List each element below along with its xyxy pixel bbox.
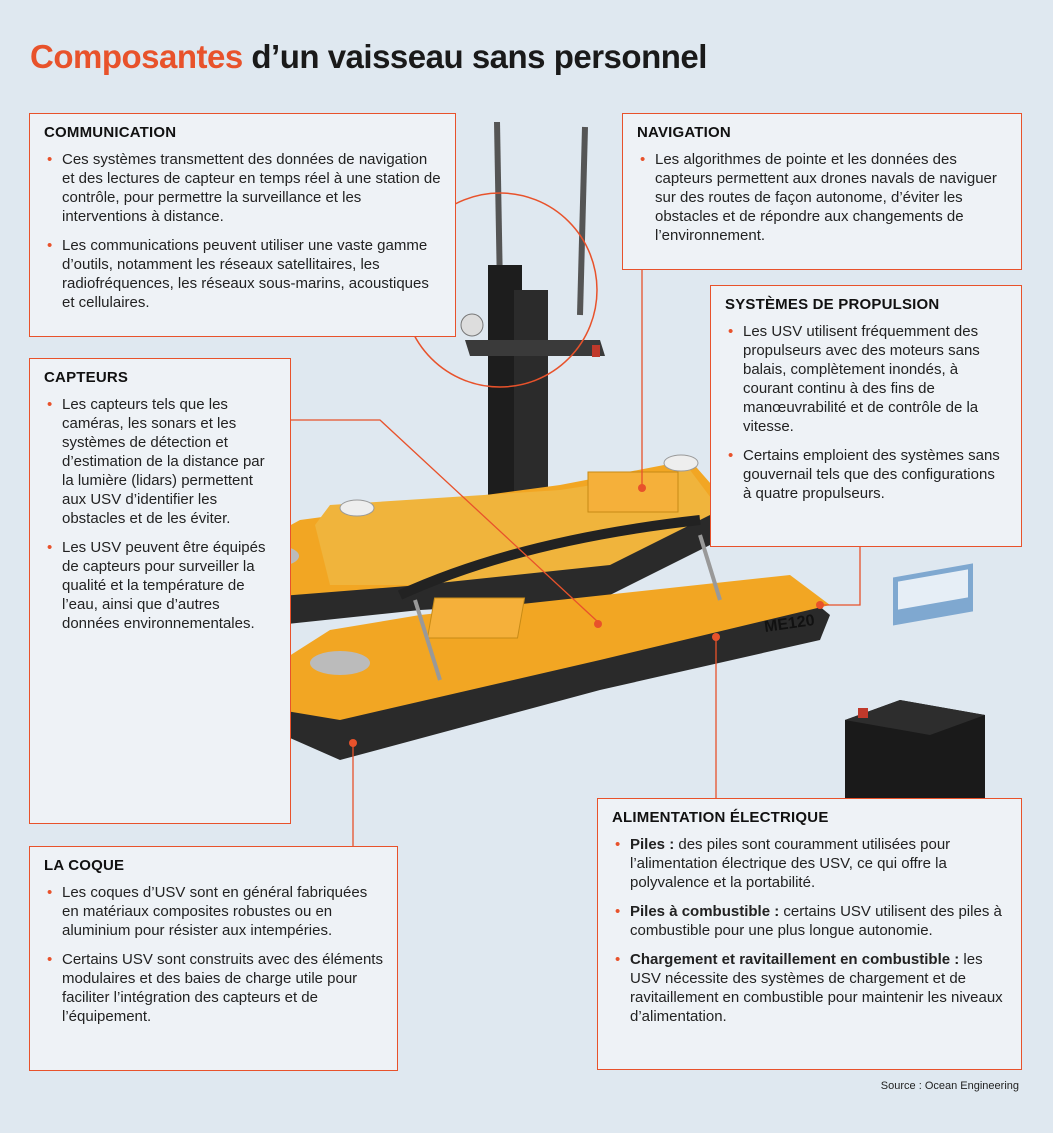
boat-model-label: ME120 bbox=[763, 612, 816, 636]
title-rest: d’un vaisseau sans personnel bbox=[251, 38, 707, 75]
alimentation-item-bold: Piles : bbox=[630, 836, 675, 853]
alimentation-item-text: certains USV utilisent des piles à combustible pour une plus longue autonomie. bbox=[630, 903, 1002, 939]
capteurs-item: • Les capteurs tels que les caméras, les sonars et les systèmes de détection et d’estimation de la distance par la lumière (lidars) permettent aux USV d’identifier les obstacles et de les éviter. bbox=[44, 395, 276, 528]
propulsion-item: • Certains emploient des systèmes sans gouvernail tels que des configurations à quatre propulseurs. bbox=[725, 446, 1007, 503]
coque-item: • Certains USV sont construits avec des éléments modulaires et des baies de charge utile pour faciliter l’intégration des capteurs et de l’équipement. bbox=[44, 950, 383, 1026]
alimentation-heading: ALIMENTATION ÉLECTRIQUE bbox=[612, 809, 829, 826]
title-accent: Composantes bbox=[30, 38, 243, 75]
coque-box bbox=[29, 846, 398, 1071]
navigation-hatch bbox=[588, 472, 678, 512]
alimentation-item bbox=[612, 902, 1007, 940]
communication-heading: COMMUNICATION bbox=[44, 124, 177, 141]
coque-heading: LA COQUE bbox=[44, 857, 125, 874]
communication-box bbox=[29, 113, 456, 337]
status-light bbox=[592, 345, 600, 357]
capteurs-item: • Les USV peuvent être équipés de capteurs pour surveiller la qualité et la température de l’eau, ainsi que d’autres données environnementales. bbox=[44, 538, 276, 633]
gps-dome-left bbox=[340, 500, 374, 516]
gps-dome-right bbox=[664, 455, 698, 471]
alimentation-item bbox=[612, 950, 1007, 1026]
alimentation-item-text: des piles sont couramment utilisées pour l’alimentation électrique des USV, ce qui offre la polyvalence et la portabilité. bbox=[630, 836, 951, 891]
coque-item: • Les coques d’USV sont en général fabriquées en matériaux composites robustes ou en aluminium pour résister aux intempéries. bbox=[44, 883, 383, 940]
battery-illustration bbox=[845, 563, 985, 818]
navigation-heading: NAVIGATION bbox=[637, 124, 731, 141]
sensor-hatch bbox=[428, 598, 525, 638]
communication-item: • Les communications peuvent utiliser une vaste gamme d’outils, notamment les réseaux satellitaires, les radiofréquences, les réseaux sous-marins, acoustiques et cellulaires. bbox=[44, 236, 441, 312]
dome-sensor bbox=[461, 314, 483, 336]
navigation-item: • Les algorithmes de pointe et les données des capteurs permettent aux drones navals de naviguer sur des routes de façon autonome, d’éviter les obstacles et de répondre aux changements de l’environnement. bbox=[637, 150, 1007, 245]
communication-item: • Ces systèmes transmettent des données de navigation et des lectures de capteur en temps réel à une station de contrôle, pour permettre la surveillance et les interventions à distance. bbox=[44, 150, 441, 226]
front-hatch bbox=[310, 651, 370, 675]
antenna-left bbox=[497, 122, 500, 290]
alimentation-box bbox=[597, 798, 1022, 1070]
source-credit: Source : Ocean Engineering bbox=[880, 1080, 1019, 1092]
propulsion-box bbox=[710, 285, 1022, 547]
capteurs-heading: CAPTEURS bbox=[44, 369, 129, 386]
alimentation-item-text: les USV nécessite des systèmes de chargement et de ravitaillement en combustible pour maintenir les niveaux d’alimentation. bbox=[630, 951, 1003, 1025]
mast-rear bbox=[514, 290, 548, 520]
propulsion-heading: SYSTÈMES DE PROPULSION bbox=[725, 296, 940, 313]
mast-arm bbox=[465, 340, 605, 356]
page-title bbox=[30, 38, 707, 76]
alimentation-item bbox=[612, 835, 1007, 892]
alimentation-item-bold: Piles à combustible : bbox=[630, 903, 780, 920]
antenna-right bbox=[580, 127, 585, 315]
propulsion-item: • Les USV utilisent fréquemment des propulseurs avec des moteurs sans balais, complètement inondés, à courant continu à des fins de manœuvrabilité et de contrôle de la vitesse. bbox=[725, 322, 1007, 436]
capteurs-box bbox=[29, 358, 291, 824]
navigation-box bbox=[622, 113, 1022, 270]
alimentation-item-bold: Chargement et ravitaillement en combustible : bbox=[630, 951, 960, 968]
